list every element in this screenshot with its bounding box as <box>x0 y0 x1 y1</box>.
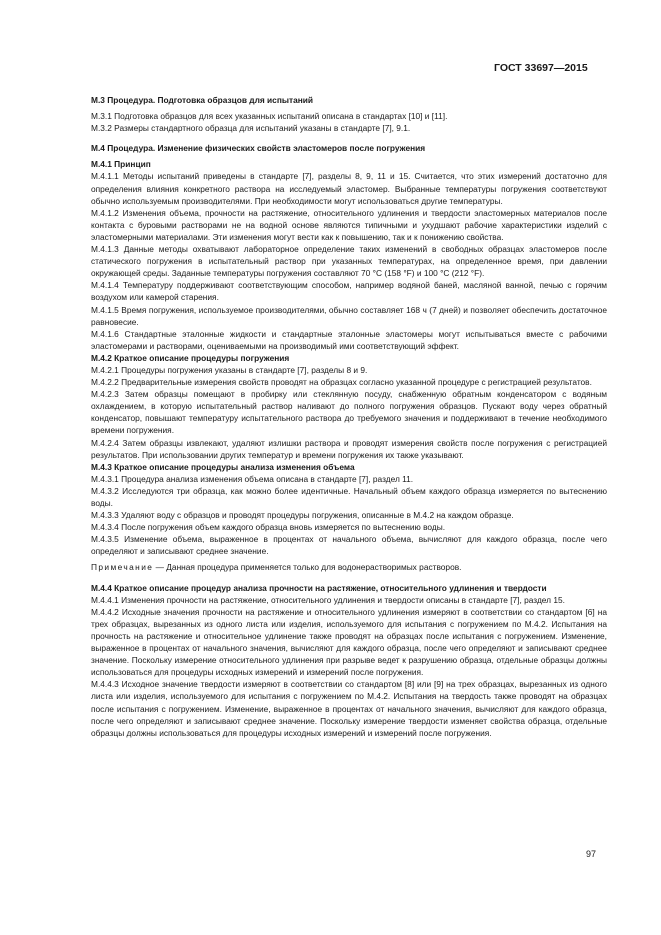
note-label: Примечание <box>91 562 154 573</box>
section-m4-4-title: М.4.4 Краткое описание процедур анализа прочности на растяжение, относительного удлинения и твердости <box>91 582 547 593</box>
note <box>91 561 607 573</box>
para-m4-3-1: М.4.3.1 Процедура анализа изменения объема описана в стандарте [7], раздел 11. <box>91 473 414 484</box>
para-m4-2-2: М.4.2.2 Предварительные измерения свойств проводят на образцах согласно указанной процедуре с регистрацией результатов. <box>91 377 592 388</box>
para-m4-2-1: М.4.2.1 Процедуры погружения указаны в стандарте [7], разделы 8 и 9. <box>91 364 368 375</box>
para-m4-1-4: М.4.1.4 Температуру поддерживают соответствующим способом, например водяной баней, масляной ванной, печью с горячим воздухом или камерой старения. <box>91 280 607 303</box>
section-m4-title: М.4 Процедура. Изменение физических свойств эластомеров после погружения <box>91 143 426 154</box>
page-number: 97 <box>586 849 597 859</box>
section-m4-1-title: М.4.1 Принцип <box>91 159 151 170</box>
section-m4-3-title: М.4.3 Краткое описание процедуры анализа изменения объема <box>91 461 355 472</box>
para-m3-1: М.3.1 Подготовка образцов для всех указанных испытаний описана в стандартах [10] и [11]. <box>91 111 448 122</box>
para-m3-2: М.3.2 Размеры стандартного образца для испытаний указаны в стандарте [7], 9.1. <box>91 123 411 134</box>
para-m4-4-1: М.4.4.1 Изменения прочности на растяжение, относительного удлинения и твердости описаны в стандарте [7], раздел 15. <box>91 594 565 605</box>
note-text: — Данная процедура применяется только для водонерастворимых растворов. <box>153 562 462 573</box>
para-m4-1-2: М.4.1.2 Изменения объема, прочности на растяжение, относительного удлинения и твердости эластомерных материалов после контакта с буровыми растворами не на водной основе являются типичными и ухудшают рабочие характеристики изделий с эластомерными материалами. Эти изменения могут вести как к повышению, так и к понижению свойства. <box>91 207 607 242</box>
para-m4-3-4: М.4.3.4 После погружения объем каждого образца вновь измеряется по вытеснению воды. <box>91 522 446 533</box>
page-content <box>91 94 607 739</box>
para-m4-1-3: М.4.1.3 Данные методы охватывают лабораторное определение таких изменений в свободных образцах эластомеров после статического погружения в испытательный раствор при указанных температурах, на определенное время, при давлении окружающей среды. Заданные температуры погружения составляют 70 °С (158 °F) и 100 °С (212 °F). <box>91 244 607 279</box>
para-m4-1-6: М.4.1.6 Стандартные эталонные жидкости и стандартные эталонные эластомеры могут испытываться вместе с рабочими эластомерами и растворами, оцениваемыми на производимый ими соответствующий эффект. <box>91 328 607 351</box>
para-m4-3-2: М.4.3.2 Исследуются три образца, как можно более идентичные. Начальный объем каждого образца измеряется по вытеснению воды. <box>91 485 607 508</box>
para-m4-2-4: М.4.2.4 Затем образцы извлекают, удаляют излишки раствора и проводят измерения свойств после погружения с регистрацией результатов. При использовании других температур и времени погружения их также указывают. <box>91 437 607 460</box>
para-m4-4-2: М.4.4.2 Исходные значения прочности на растяжение и относительного удлинения измеряют в соответствии со стандартом [6] на трех образцах, вырезанных из одного листа или изделия, используемого для испытания с погружением по М.4.2. Испытания на прочность на растяжение и относительное удлинение также проводят на образцах после испытания с погружением. Изменение, выраженное в процентах от начального значения, вычисляют для каждого образца, после чего определяют и записывают среднее значение. Поскольку измерение относительного удлинения при разрыве ведет к разрушению образца, отдельные образцы должны использоваться для процедуры исходных измерений и измерений после погружения. <box>91 606 607 678</box>
para-m4-2-3: М.4.2.3 Затем образцы помещают в пробирку или стеклянную посуду, снабженную обратным конденсатором с водяным охлаждением, в которую испытательный раствор наливают до полного погружения образцов. Пускают воду через обратный конденсатор, повышают температуру испытательного раствора до требуемого значения и поддерживают в течение необходимого времени погружения. <box>91 389 607 436</box>
section-m3-title: М.3 Процедура. Подготовка образцов для испытаний <box>91 95 314 105</box>
para-m4-1-5: М.4.1.5 Время погружения, используемое производителями, обычно составляет 168 ч (7 дней) и позволяет обеспечить достаточное равновесие. <box>91 304 607 327</box>
para-m4-4-3: М.4.4.3 Исходное значение твердости измеряют в соответствии со стандартом [8] или [9] на трех образцах, вырезанных из одного листа или изделия, используемого для испытания с погружением по М.4.2. Испытания на твердость также проводят на образцах после испытания с погружением. Изменение, выраженное в процентах от начального значения, вычисляют для каждого образца, после чего определяют и записывают среднее значение. Поскольку измерение твердости изменяет свойства образца, отдельные образцы должны использоваться для процедуры исходных измерений и измерений после погружения. <box>91 679 607 738</box>
para-m4-3-5: М.4.3.5 Изменение объема, выраженное в процентах от начального объема, вычисляют для каждого образца, после чего определяют и записывают среднее значение. <box>91 534 607 557</box>
document-code: ГОСТ 33697—2015 <box>494 62 588 74</box>
section-m4-2-title: М.4.2 Краткое описание процедуры погружения <box>91 352 290 363</box>
para-m4-1-1: М.4.1.1 Методы испытаний приведены в стандарте [7], разделы 8, 9, 11 и 15. Считается, что этих измерений достаточно для определения влияния конкретного раствора на исследуемый эластомер. Выбранные температуры погружения соответствуют обычно используемым производителями. При необходимости могут использоваться другие температуры. <box>91 171 607 206</box>
para-m4-3-3: М.4.3.3 Удаляют воду с образцов и проводят процедуры погружения, описанные в М.4.2 на каждом образце. <box>91 510 514 521</box>
